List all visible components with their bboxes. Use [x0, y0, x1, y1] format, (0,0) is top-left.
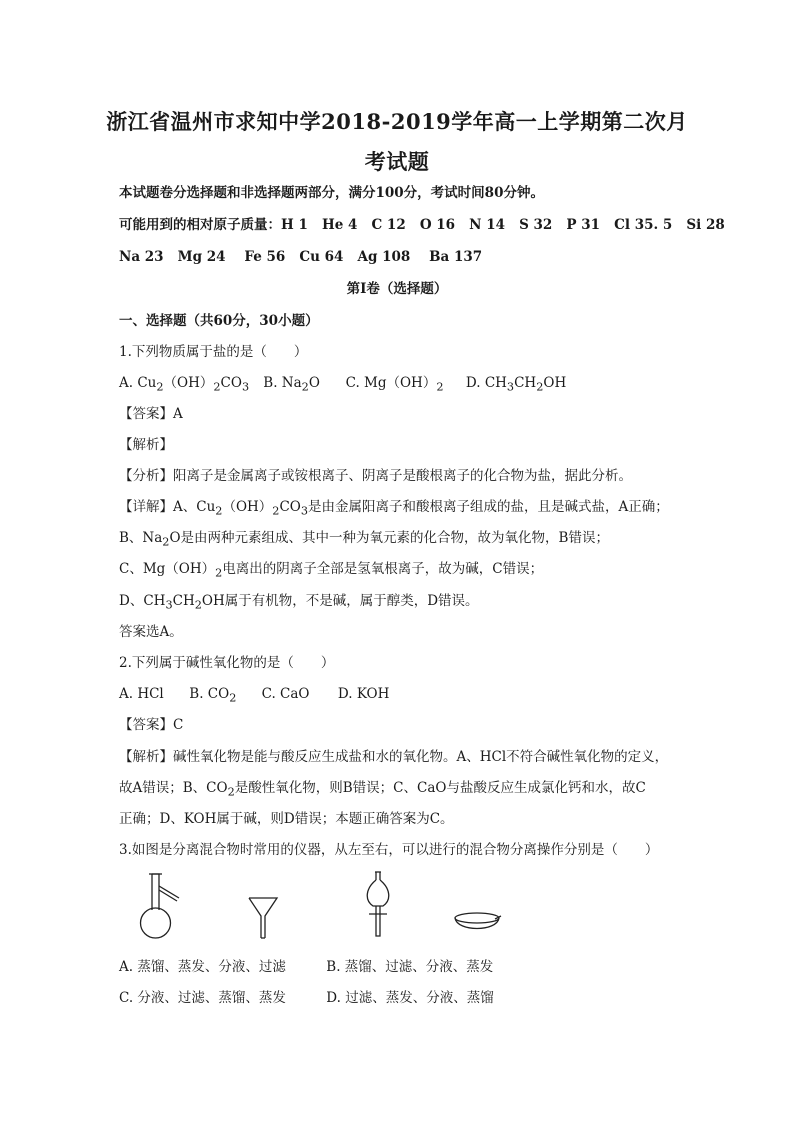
funnel-icon: [249, 898, 277, 938]
question-3-options-row1: [119, 958, 493, 976]
lab-apparatus-drawing: [119, 866, 519, 946]
question-1-option-c: C. $Mg(OH)_2$: [345, 375, 444, 394]
question-1-detail-b: B、$Na_2O$是由两种元素组成、其中一种为氧元素的化合物，故为氧化物，B错误；: [119, 530, 609, 549]
question-3-option-b: B. 蒸馏、过滤、分液、蒸发: [326, 959, 494, 975]
section-heading: 一、选择题（共60分，30小题）: [119, 313, 319, 329]
question-2-option-d: D. KOH: [337, 686, 390, 702]
question-3-stem: 3.如图是分离混合物时常用的仪器，从左至右，可以进行的混合物分离操作分别是（ ）: [119, 842, 659, 858]
question-2-option-b: B. $CO_2$: [189, 686, 237, 705]
question-2-stem: 2.下列属于碱性氧化物的是（ ）: [119, 655, 335, 671]
question-1-options: [119, 374, 566, 397]
question-1-conclusion: 答案选A。: [119, 624, 183, 640]
document-title-line1: 浙江省温州市求知中学2018-2019学年高一上学期第二次月: [106, 109, 688, 134]
question-3-option-c: C. 分液、过滤、蒸馏、蒸发: [119, 990, 286, 1006]
question-1-detail-d: D、$CH_3CH_2OH$属于有机物，不是碱，属于醇类，D错误。: [119, 593, 479, 612]
question-2-options: [119, 685, 389, 708]
question-2-analysis-line2: 故A错误；B、$CO_2$是酸性氧化物，则B错误；C、CaO与盐酸反应生成氯化钙和水，故C: [119, 780, 646, 799]
question-1-detail-c: C、$Mg(OH)_2$电离出的阴离子全部是氢氧根离子，故为碱，C错误；: [119, 561, 544, 580]
question-2-option-c: C. CaO: [261, 686, 310, 702]
volume-heading: 第Ⅰ卷（选择题）: [346, 281, 448, 297]
distillation-flask-icon: [141, 874, 180, 938]
question-2-analysis-line3: 正确；D、KOH属于碱，则D错误；本题正确答案为C。: [119, 811, 454, 827]
question-1-detail-a: 【详解】A、$Cu_2(OH)_2CO_3$是由金属阳离子和酸根离子组成的盐，且是碱式盐，A正确；: [119, 499, 669, 518]
question-2-option-a: A. HCl: [119, 686, 164, 702]
question-1-analysis-summary: 【分析】阳离子是金属离子或铵根离子、阴离子是酸根离子的化合物为盐，据此分析。: [119, 468, 632, 484]
question-1-option-d: D. $CH_3CH_2OH$: [465, 375, 567, 394]
document-title-line2: 考试题: [364, 149, 430, 174]
question-3-option-d: D. 过滤、蒸发、分液、蒸馏: [326, 990, 494, 1006]
lab-apparatus-figure: [119, 866, 519, 946]
question-2-answer: 【答案】C: [119, 717, 184, 733]
question-1-option-a: A. $Cu_2(OH)_2CO_3$: [119, 375, 250, 394]
question-1-analysis-label: 【解析】: [119, 437, 173, 453]
evaporating-dish-icon: [455, 913, 501, 929]
atomic-mass-list-line2: Na 23 Mg 24 Fe 56 Cu 64 Ag 108 Ba 137: [119, 249, 483, 265]
question-1-stem: 1.下列物质属于盐的是（ ）: [119, 344, 308, 360]
question-3-option-a: A. 蒸馏、蒸发、分液、过滤: [119, 959, 286, 975]
question-1-option-b: B. $Na_2O$: [263, 375, 320, 394]
question-1-answer: 【答案】A: [119, 406, 183, 422]
atomic-mass-list-line1: 可能用到的相对原子质量：H 1 He 4 C 12 O 16 N 14 S 32 P 31 Cl 35. 5 Si 28: [119, 217, 725, 233]
separatory-funnel-icon: [367, 872, 388, 936]
exam-instructions: 本试题卷分选择题和非选择题两部分，满分100分，考试时间80分钟。: [119, 185, 544, 201]
question-3-options-row2: [119, 989, 494, 1007]
question-2-analysis-line1: 【解析】碱性氧化物是能与酸反应生成盐和水的氧化物。A、HCl不符合碱性氧化物的定义，: [119, 749, 669, 765]
